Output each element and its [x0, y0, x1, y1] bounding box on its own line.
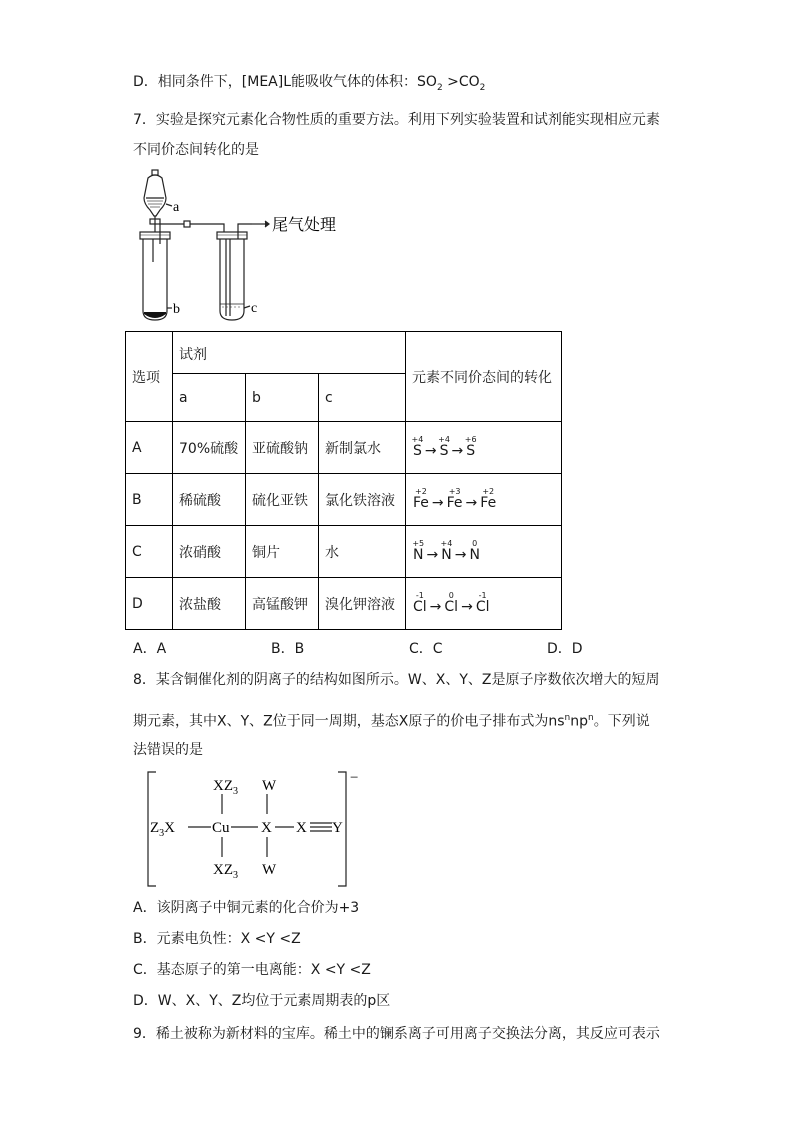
q8-stem-line3: 法错误的是	[133, 742, 203, 758]
ox-state: +3	[448, 486, 461, 496]
xz3-bottom-label: XZ	[213, 862, 233, 878]
q9-stem-line1: 9．稀土被称为新材料的宝库。稀土中的镧系离子可用离子交换法分离，其反应可表示	[133, 1026, 660, 1042]
experiment-apparatus	[134, 166, 364, 326]
row-reagent-c: 氯化铁溶液	[319, 474, 406, 526]
table-row	[126, 474, 562, 526]
tail-gas-label: 尾气处理	[272, 215, 337, 234]
z3x-x: X	[164, 820, 176, 836]
row-conversion: -1 Cl → 0 Cl → -1 Cl	[406, 578, 562, 630]
element: N	[469, 546, 480, 563]
y-atom: Y	[332, 820, 343, 836]
q8-option-a[interactable]: A．该阴离子中铜元素的化合价为+3	[133, 900, 360, 916]
x-center: X	[261, 820, 272, 836]
element: S	[466, 442, 476, 459]
q8-stem-line1: 8．某含铜催化剂的阴离子的结构如图所示。W、X、Y、Z是原子序数依次增大的短周	[133, 672, 660, 688]
q6-option-d-prefix: D．相同条件下，	[133, 74, 242, 90]
q8-option-b[interactable]: B．元素电负性：X <Y <Z	[133, 931, 301, 947]
cu-atom: Cu	[212, 820, 230, 836]
row-option: B	[126, 474, 173, 526]
row-reagent-a: 浓硝酸	[173, 526, 246, 578]
apparatus-label-a: a	[173, 200, 180, 215]
ox-state: +5	[412, 538, 425, 548]
row-reagent-a: 70%硫酸	[173, 422, 246, 474]
ox-state: +4	[411, 434, 424, 444]
xz3-top-label: XZ	[213, 778, 233, 794]
q6-option-d-middle: 能吸收气体的体积：SO	[291, 74, 437, 90]
q7-choice-d[interactable]: D．D	[547, 641, 583, 657]
row-reagent-b: 铜片	[246, 526, 319, 578]
q7-choice-a[interactable]: A．A	[133, 641, 167, 657]
row-reagent-a: 稀硫酸	[173, 474, 246, 526]
element: N	[413, 546, 424, 563]
element: N	[441, 546, 452, 563]
q6-option-d	[133, 72, 485, 98]
z3x-left	[150, 820, 175, 839]
q8-option-d[interactable]: D．W、X、Y、Z均位于元素周期表的p区	[133, 993, 391, 1009]
element: Fe	[413, 494, 429, 511]
row-reagent-b: 硫化亚铁	[246, 474, 319, 526]
ox-state: -1	[415, 590, 424, 600]
x-nitrile: X	[296, 820, 307, 836]
element: Cl	[413, 598, 427, 615]
q8-option-c[interactable]: C．基态原子的第一电离能：X <Y <Z	[133, 962, 371, 978]
w-top: W	[262, 778, 277, 794]
header-conversion: 元素不同价态间的转化	[406, 332, 562, 422]
row-reagent-c: 溴化钾溶液	[319, 578, 406, 630]
np-label: np	[570, 713, 588, 730]
ox-state: 0	[448, 590, 454, 600]
q8-stem-line2a: 期元素，其中X、Y、Z位于同一周期，基态X原子的价电子排布式为ns	[133, 713, 565, 730]
row-conversion: +4 S → +4 S → +6 S	[406, 422, 562, 474]
so2-subscript: 2	[436, 82, 443, 93]
header-a: a	[173, 374, 246, 422]
row-option: C	[126, 526, 173, 578]
np-superscript: n	[587, 713, 594, 723]
element: S	[413, 442, 422, 459]
row-option: D	[126, 578, 173, 630]
ox-state: +6	[464, 434, 477, 444]
ox-state: +4	[440, 538, 453, 548]
ns-superscript: n	[564, 713, 571, 723]
q7-stem-line2: 不同价态间转化的是	[133, 142, 259, 158]
table-row	[126, 526, 562, 578]
table-row	[126, 578, 562, 630]
xz3-bottom-sub: 3	[233, 870, 238, 881]
row-conversion: +2 Fe → +3 Fe → +2 Fe	[406, 474, 562, 526]
charge-sign: −	[350, 770, 359, 786]
apparatus-label-b: b	[173, 302, 180, 317]
reagent-table	[125, 331, 562, 630]
element: S	[439, 442, 449, 459]
ox-state: -1	[478, 590, 487, 600]
table-row	[126, 422, 562, 474]
q7-choice-c[interactable]: C．C	[409, 641, 443, 657]
header-option: 选项	[126, 332, 173, 422]
header-b: b	[246, 374, 319, 422]
q7-stem-line1: 7．实验是探究元素化合物性质的重要方法。利用下列实验装置和试剂能实现相应元素	[133, 112, 660, 128]
row-reagent-c: 水	[319, 526, 406, 578]
xz3-top	[213, 778, 238, 797]
row-conversion: +5 N → +4 N → 0 N	[406, 526, 562, 578]
ox-state: +4	[438, 434, 450, 444]
z3x-z: Z	[150, 820, 160, 836]
xz3-bottom	[213, 862, 238, 881]
z3x-sub: 3	[159, 828, 165, 839]
row-reagent-c: 新制氯水	[319, 422, 406, 474]
row-option: A	[126, 422, 173, 474]
row-reagent-b: 亚硫酸钠	[246, 422, 319, 474]
anion-structure-diagram	[142, 770, 372, 890]
row-reagent-b: 高锰酸钾	[246, 578, 319, 630]
element: Fe	[446, 494, 463, 511]
element: Cl	[444, 598, 459, 615]
q8-stem-line2b: 。下列说	[593, 713, 650, 730]
q6-option-d-gt: >CO	[442, 74, 480, 90]
co2-subscript: 2	[479, 82, 486, 93]
q7-choice-b[interactable]: B．B	[271, 641, 305, 657]
apparatus-label-c: c	[251, 301, 258, 316]
header-c: c	[319, 374, 406, 422]
element: Cl	[475, 598, 490, 615]
ox-state: +2	[415, 486, 427, 496]
q7-choices	[133, 638, 653, 658]
header-reagent: 试剂	[173, 332, 406, 374]
xz3-top-sub: 3	[233, 786, 238, 797]
mea-label: [MEA]	[241, 74, 284, 90]
ox-state: +2	[482, 486, 495, 496]
w-bottom: W	[262, 862, 277, 878]
ox-state: 0	[472, 538, 478, 548]
row-reagent-a: 浓盐酸	[173, 578, 246, 630]
mea-unit: L	[283, 74, 292, 90]
q8-stem-line2	[133, 708, 650, 732]
element: Fe	[480, 494, 497, 511]
